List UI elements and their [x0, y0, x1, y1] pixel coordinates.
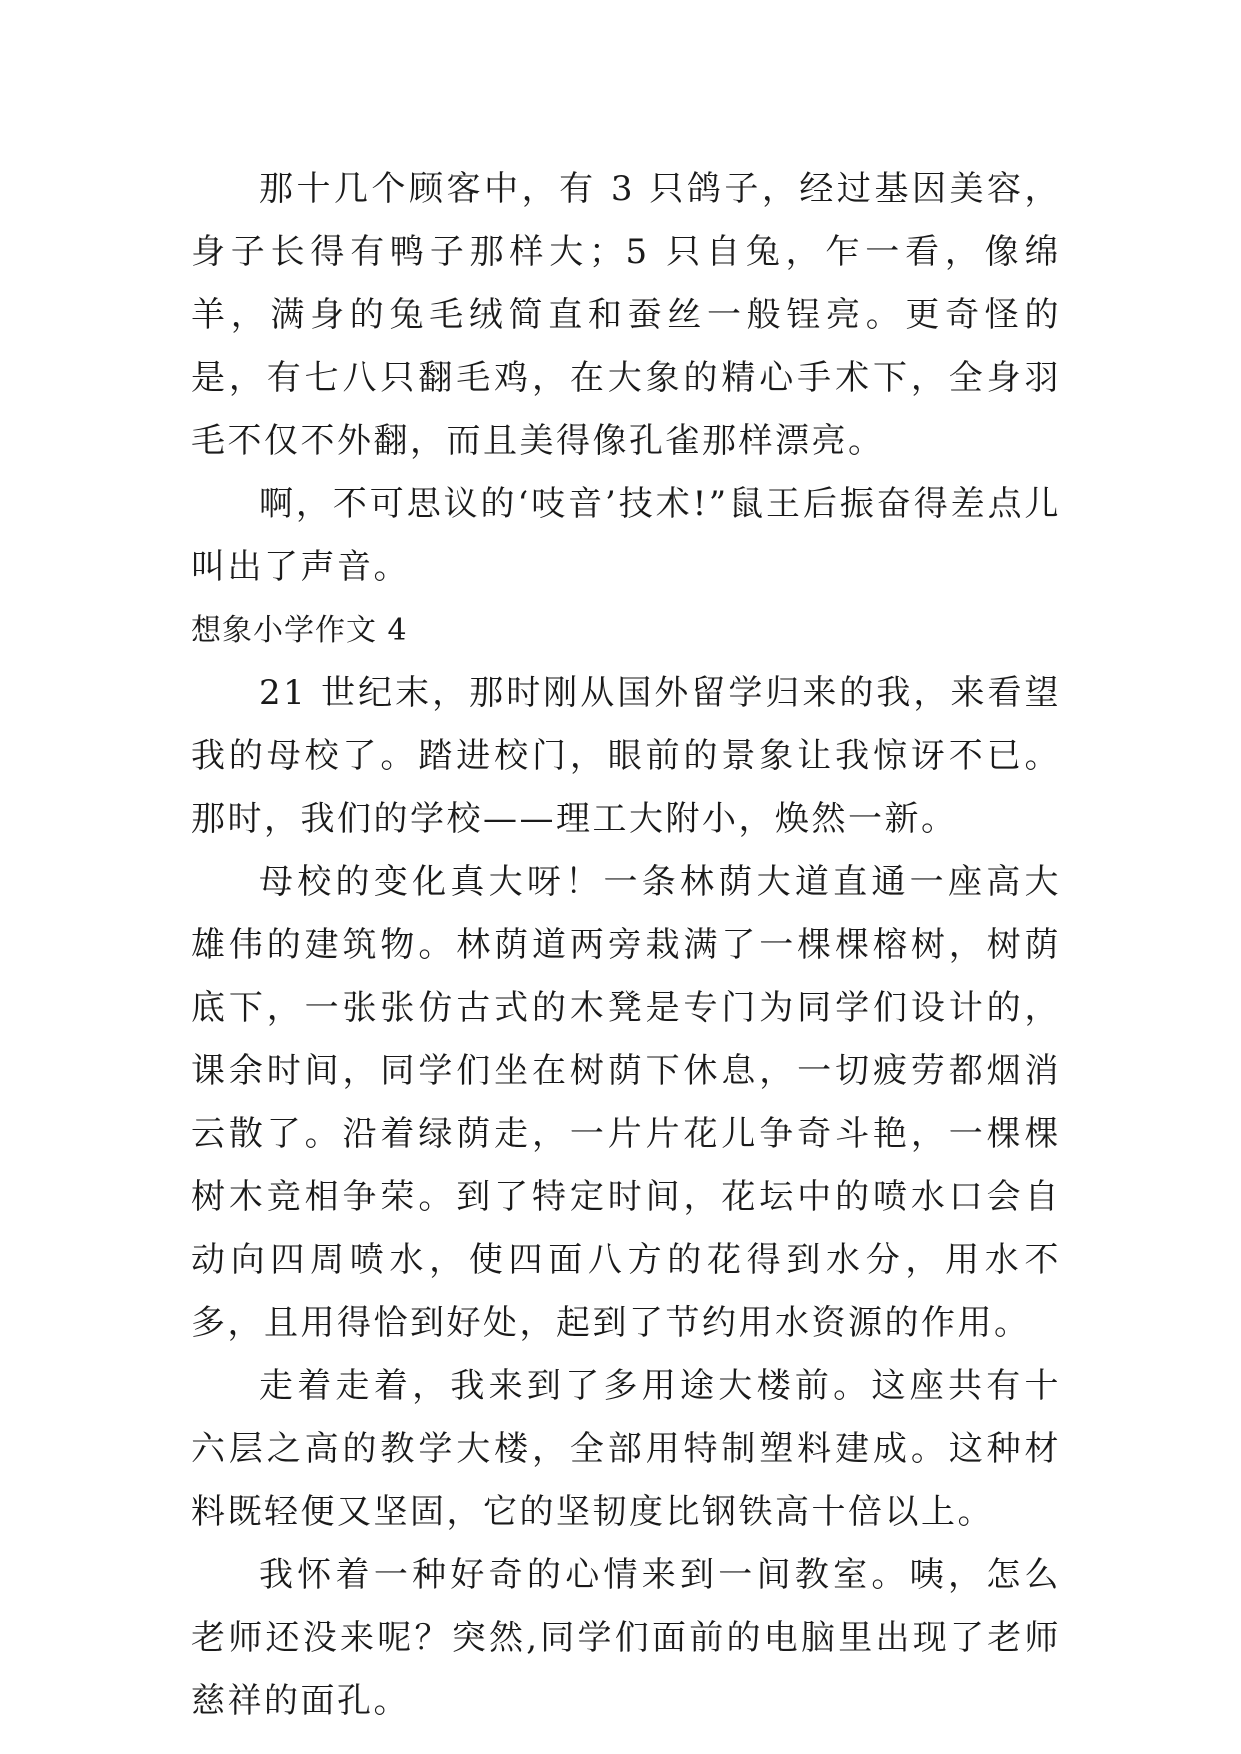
- paragraph-queen-exclaims: 啊，不可思议的‘吱音’技术!”鼠王后振奋得差点儿叫出了声音。: [191, 484, 1061, 587]
- paragraph-school-changes: 母校的变化真大呀！一条林荫大道直通一座高大雄伟的建筑物。林荫道两旁栽满了一棵棵榕树，树荫底下，一张张仿古式的木凳是专门为同学们设计的，课余时间，同学们坐在树荫下休息，一切疲劳都烟消云散了。沿着绿荫走，一片片花儿争奇斗艳，一棵棵树木竞相争荣。到了特定时间，花坛中的喷水口会自动向四周喷水，使四面八方的花得到水分，用水不多，且用得恰到好处，起到了节约用水资源的作用。: [191, 862, 1061, 1343]
- paragraph-return-to-school: 21 世纪末，那时刚从国外留学归来的我，来看望我的母校了。踏进校门，眼前的景象让我惊讶不已。那时，我们的学校——理工大附小，焕然一新。: [191, 673, 1061, 839]
- section-heading: 想象小学作文 4: [191, 613, 408, 648]
- paragraph-customers: 那十几个顾客中，有 3 只鸽子，经过基因美容，身子长得有鸭子那样大；5 只自兔，乍一看，像绵羊，满身的兔毛绒简直和蚕丝一般锃亮。更奇怪的是，有七八只翻毛鸡，在大象的精心手术下，全身羽毛不仅不外翻，而且美得像孔雀那样漂亮。: [191, 169, 1061, 461]
- paragraph-classroom: 我怀着一种好奇的心情来到一间教室。咦，怎么老师还没来呢？突然,同学们面前的电脑里出现了老师慈祥的面孔。: [191, 1555, 1061, 1721]
- paragraph-multipurpose-building: 走着走着，我来到了多用途大楼前。这座共有十六层之高的教学大楼，全部用特制塑料建成。这种材料既轻便又坚固，它的坚韧度比钢铁高十倍以上。: [191, 1366, 1061, 1532]
- document-body: [191, 158, 1061, 1733]
